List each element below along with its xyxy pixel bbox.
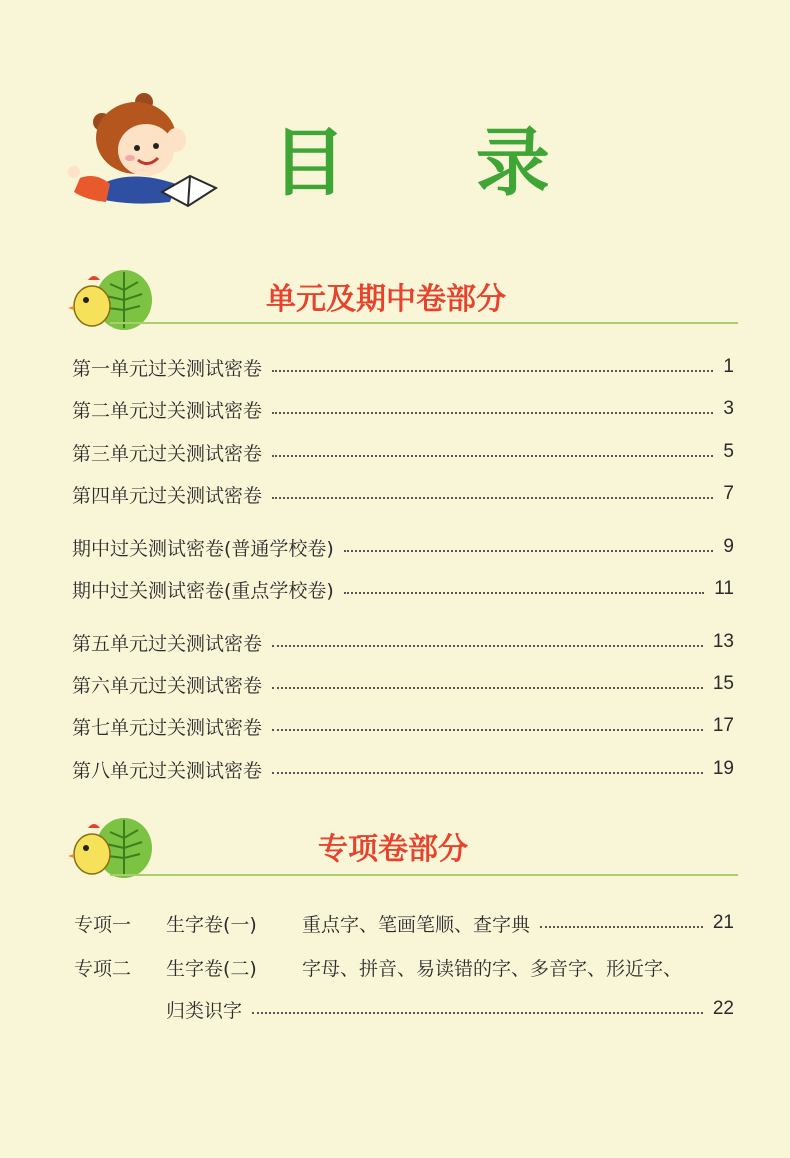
page-title: 目 录 <box>272 120 602 206</box>
page-number: 13 <box>712 631 734 652</box>
toc-row-unit-5[interactable] <box>72 627 734 657</box>
toc-row-unit-7[interactable] <box>72 711 734 741</box>
dot-leader <box>344 592 704 594</box>
toc-label: 期中过关测试密卷(重点学校卷) <box>72 579 334 602</box>
page-number: 7 <box>723 483 734 504</box>
section-heading: 单元及期中卷部分 <box>266 282 506 317</box>
toc-label: 第六单元过关测试密卷 <box>72 674 263 697</box>
page-number: 9 <box>723 536 734 557</box>
page-number: 22 <box>712 998 734 1019</box>
toc-row-unit-3[interactable] <box>72 437 734 467</box>
toc-row-midterm-key[interactable] <box>72 574 734 604</box>
dot-leader <box>252 1012 703 1014</box>
special-description-cont: 归类识字 <box>166 999 243 1022</box>
page-number: 21 <box>712 912 734 933</box>
toc-row-midterm-regular[interactable] <box>72 532 734 562</box>
toc-label: 第四单元过关测试密卷 <box>72 484 263 507</box>
section-heading: 专项卷部分 <box>318 832 468 867</box>
toc-label: 第三单元过关测试密卷 <box>72 442 263 465</box>
dot-leader <box>272 729 703 731</box>
special-name: 生字卷(一) <box>166 913 257 936</box>
toc-row-unit-4[interactable] <box>72 479 734 509</box>
dot-leader <box>272 772 703 774</box>
special-number: 专项一 <box>74 913 132 936</box>
page-number: 19 <box>712 758 734 779</box>
dot-leader <box>272 412 713 414</box>
dot-leader <box>272 455 713 457</box>
special-description: 重点字、笔画笔顺、查字典 <box>302 913 531 936</box>
page-number: 11 <box>714 578 734 599</box>
toc-label: 第一单元过关测试密卷 <box>72 357 263 380</box>
page-number: 5 <box>723 441 734 462</box>
toc-row-special-2-cont[interactable] <box>166 994 734 1024</box>
chick-leaf-mascot-icon <box>66 816 158 880</box>
special-name: 生字卷(二) <box>166 957 257 980</box>
page-number: 1 <box>723 356 734 377</box>
page-number: 17 <box>712 715 734 736</box>
toc-label: 第七单元过关测试密卷 <box>72 716 263 739</box>
dot-leader <box>344 550 714 552</box>
toc-row-special-2[interactable] <box>74 952 734 982</box>
girl-reading-illustration <box>66 92 226 217</box>
dot-leader <box>272 497 713 499</box>
toc-label: 第五单元过关测试密卷 <box>72 632 263 655</box>
toc-row-unit-8[interactable] <box>72 754 734 784</box>
page-number: 15 <box>712 673 734 694</box>
section-heading-units <box>0 268 790 338</box>
special-number: 专项二 <box>74 957 132 980</box>
special-description: 字母、拼音、易读错的字、多音字、形近字、 <box>302 957 683 980</box>
dot-leader <box>272 370 713 372</box>
dot-leader <box>272 687 703 689</box>
toc-row-unit-2[interactable] <box>72 394 734 424</box>
toc-label: 第二单元过关测试密卷 <box>72 399 263 422</box>
page-number: 3 <box>723 398 734 419</box>
toc-row-unit-1[interactable] <box>72 352 734 382</box>
toc-row-special-1[interactable] <box>74 908 734 938</box>
section-divider <box>110 874 738 876</box>
toc-label: 期中过关测试密卷(普通学校卷) <box>72 537 334 560</box>
toc-label: 第八单元过关测试密卷 <box>72 759 263 782</box>
section-heading-special <box>0 816 790 886</box>
toc-row-unit-6[interactable] <box>72 669 734 699</box>
dot-leader <box>540 926 703 928</box>
section-divider <box>110 322 738 324</box>
dot-leader <box>272 645 703 647</box>
